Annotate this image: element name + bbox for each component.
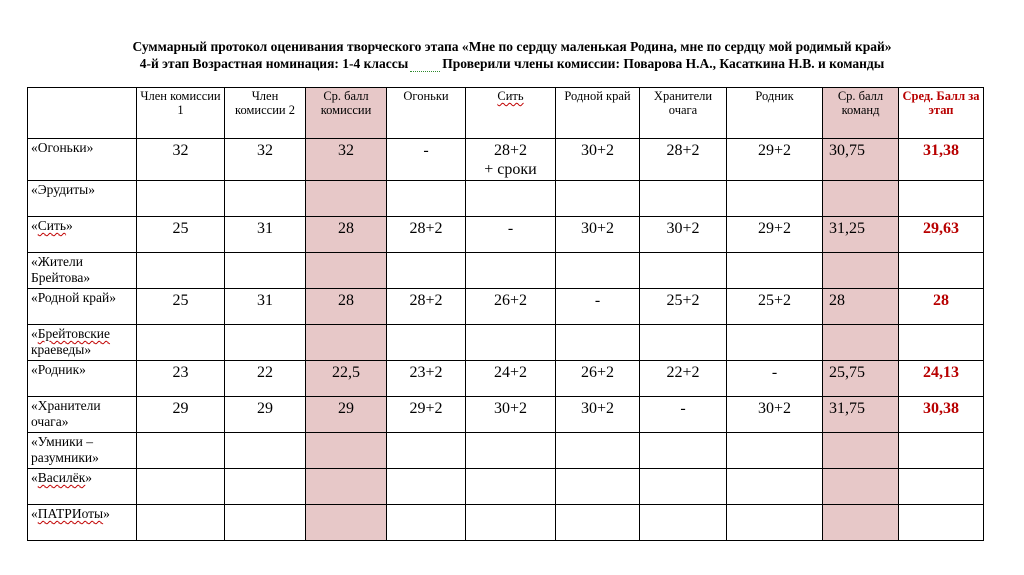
score-cell xyxy=(466,325,556,361)
score-cell xyxy=(640,361,727,397)
header-cell: Родник xyxy=(727,88,823,139)
team-name-text: «Хранители очага» xyxy=(31,398,101,429)
score-text: 30+2 xyxy=(580,400,615,417)
document-title xyxy=(0,38,1024,72)
score-text: 31 xyxy=(257,292,273,309)
score-cell xyxy=(387,139,466,181)
team-name-cell xyxy=(28,397,137,433)
score-cell xyxy=(640,253,727,289)
score-text: - xyxy=(507,220,514,237)
score-cell xyxy=(727,469,823,505)
commission-average-cell xyxy=(306,139,387,181)
team-name-cell xyxy=(28,217,137,253)
score-text: 32 xyxy=(172,142,189,159)
score-cell xyxy=(727,217,823,253)
header-cell: Родной край xyxy=(556,88,640,139)
team-average-text: 30,75 xyxy=(829,142,865,159)
spellcheck-underline: Василёк xyxy=(37,470,86,485)
score-text: 28+2 xyxy=(409,220,443,237)
team-average-cell xyxy=(823,181,899,217)
final-score-cell xyxy=(899,289,984,325)
commission-average-cell xyxy=(306,181,387,217)
team-name-cell xyxy=(28,469,137,505)
score-cell xyxy=(387,505,466,541)
score-cell xyxy=(640,469,727,505)
score-cell xyxy=(640,139,727,181)
score-text: 25+2 xyxy=(757,292,792,309)
score-cell xyxy=(466,139,556,181)
team-name-text: «Брейтовские краеведы» xyxy=(31,326,111,357)
score-cell xyxy=(137,505,225,541)
score-note: + сроки xyxy=(484,161,537,178)
score-cell xyxy=(466,361,556,397)
score-cell xyxy=(225,433,306,469)
score-cell xyxy=(137,217,225,253)
table-row xyxy=(28,217,984,253)
score-cell xyxy=(727,289,823,325)
title-line-2-part-2: Проверили члены комиссии: Поварова Н.А., Касаткина Н.В. и команды xyxy=(442,56,885,71)
team-name-text: «Огоньки» xyxy=(31,140,94,155)
team-average-text: 28 xyxy=(829,292,845,309)
score-cell xyxy=(727,397,823,433)
score-text: 26+2 xyxy=(580,364,615,381)
score-cell xyxy=(466,253,556,289)
score-text: 30+2 xyxy=(493,400,528,417)
header-cell: Член комиссии 2 xyxy=(225,88,306,139)
score-cell xyxy=(225,139,306,181)
score-cell xyxy=(466,505,556,541)
team-average-cell xyxy=(823,433,899,469)
commission-average-text: 29 xyxy=(338,400,354,417)
score-cell xyxy=(225,181,306,217)
team-name-cell xyxy=(28,433,137,469)
team-name-cell xyxy=(28,289,137,325)
spellcheck-underline: Брейтовские xyxy=(37,326,111,341)
final-score-cell xyxy=(899,253,984,289)
final-score-text: 30,38 xyxy=(923,400,959,417)
score-text: 29 xyxy=(257,400,273,417)
team-name-text: «Сить» xyxy=(31,218,73,233)
header-cell: Ср. балл команд xyxy=(823,88,899,139)
score-cell xyxy=(556,181,640,217)
commission-average-cell xyxy=(306,469,387,505)
final-score-cell xyxy=(899,325,984,361)
score-cell xyxy=(727,361,823,397)
score-text: 23+2 xyxy=(409,364,443,381)
score-cell xyxy=(137,253,225,289)
commission-average-cell xyxy=(306,505,387,541)
score-text: - xyxy=(594,292,601,309)
score-cell xyxy=(556,325,640,361)
score-cell xyxy=(466,181,556,217)
score-cell xyxy=(640,505,727,541)
score-cell xyxy=(137,181,225,217)
final-score-cell xyxy=(899,505,984,541)
header-cell: Член комиссии 1 xyxy=(137,88,225,139)
final-score-cell xyxy=(899,469,984,505)
score-cell xyxy=(137,433,225,469)
score-text: - xyxy=(423,142,429,159)
team-average-cell xyxy=(823,325,899,361)
score-cell xyxy=(556,139,640,181)
score-cell xyxy=(466,433,556,469)
score-text: 31 xyxy=(257,220,273,237)
final-score-cell xyxy=(899,361,984,397)
header-text: Сить xyxy=(497,89,524,103)
team-average-cell xyxy=(823,139,899,181)
team-average-cell xyxy=(823,469,899,505)
score-cell xyxy=(225,361,306,397)
score-cell xyxy=(387,397,466,433)
team-name-cell xyxy=(28,325,137,361)
scores-table xyxy=(27,87,984,541)
score-cell xyxy=(466,217,556,253)
team-name-text: «Родной край» xyxy=(31,290,117,305)
score-cell xyxy=(225,505,306,541)
spellcheck-underline: ПАТРИоты xyxy=(37,506,104,521)
commission-average-cell xyxy=(306,289,387,325)
final-score-text: 24,13 xyxy=(923,364,959,381)
score-cell xyxy=(387,289,466,325)
team-name-cell xyxy=(28,505,137,541)
score-cell xyxy=(387,325,466,361)
score-cell xyxy=(727,433,823,469)
score-cell xyxy=(466,289,556,325)
commission-average-text: 32 xyxy=(338,142,354,159)
commission-average-text: 28 xyxy=(338,292,354,309)
score-cell xyxy=(556,469,640,505)
team-name-cell xyxy=(28,253,137,289)
score-cell xyxy=(387,253,466,289)
team-name-text: «ПАТРИоты» xyxy=(31,506,110,521)
score-cell xyxy=(137,325,225,361)
table-row xyxy=(28,325,984,361)
score-text: 29 xyxy=(172,400,189,417)
score-text: 22 xyxy=(257,364,273,381)
score-cell xyxy=(225,469,306,505)
team-average-cell xyxy=(823,361,899,397)
score-text: 26+2 xyxy=(493,292,528,309)
commission-average-text: 22,5 xyxy=(332,364,360,381)
score-text: 24+2 xyxy=(493,364,528,381)
spellcheck-mark xyxy=(410,63,440,72)
team-name-cell xyxy=(28,181,137,217)
score-cell xyxy=(727,139,823,181)
score-cell xyxy=(387,433,466,469)
score-text: 29+2 xyxy=(409,400,443,417)
score-cell xyxy=(727,325,823,361)
final-score-cell xyxy=(899,397,984,433)
score-cell xyxy=(556,397,640,433)
final-score-cell xyxy=(899,139,984,181)
title-line-2 xyxy=(0,55,1024,72)
score-cell xyxy=(556,361,640,397)
score-cell xyxy=(556,505,640,541)
table-row xyxy=(28,181,984,217)
team-average-text: 31,75 xyxy=(829,400,865,417)
team-average-cell xyxy=(823,217,899,253)
score-cell xyxy=(640,325,727,361)
table-row xyxy=(28,397,984,433)
table-row xyxy=(28,361,984,397)
score-cell xyxy=(387,181,466,217)
table-row xyxy=(28,289,984,325)
commission-average-cell xyxy=(306,217,387,253)
team-average-text: 31,25 xyxy=(829,220,865,237)
team-name-text: «Умники – разумники» xyxy=(31,434,99,465)
score-cell xyxy=(387,217,466,253)
header-row xyxy=(28,88,984,139)
header-cell xyxy=(28,88,137,139)
score-cell xyxy=(225,325,306,361)
score-cell xyxy=(727,253,823,289)
score-cell xyxy=(556,217,640,253)
final-score-cell xyxy=(899,181,984,217)
score-cell xyxy=(727,181,823,217)
title-line-1: Суммарный протокол оценивания творческого этапа «Мне по сердцу маленькая Родина, мне по сердцу мой родимый край» xyxy=(132,39,892,54)
score-cell xyxy=(137,469,225,505)
table-row xyxy=(28,253,984,289)
score-cell xyxy=(137,361,225,397)
header-cell xyxy=(466,88,556,139)
score-cell xyxy=(640,181,727,217)
score-text: 23 xyxy=(172,364,189,381)
score-text: 25 xyxy=(172,292,189,309)
score-cell xyxy=(640,397,727,433)
score-cell xyxy=(225,217,306,253)
team-average-text: 25,75 xyxy=(829,364,865,381)
table-row xyxy=(28,505,984,541)
score-text: 28+2 xyxy=(666,142,700,159)
score-cell xyxy=(137,397,225,433)
score-text: 29+2 xyxy=(757,220,792,237)
score-text: 30+2 xyxy=(580,220,615,237)
score-cell xyxy=(556,289,640,325)
final-score-text: 28 xyxy=(933,292,949,309)
commission-average-cell xyxy=(306,361,387,397)
score-cell xyxy=(225,397,306,433)
final-score-cell xyxy=(899,217,984,253)
team-name-text: «Родник» xyxy=(31,362,86,377)
score-cell xyxy=(466,469,556,505)
team-average-cell xyxy=(823,289,899,325)
score-cell xyxy=(137,139,225,181)
final-score-cell xyxy=(899,433,984,469)
table-row xyxy=(28,469,984,505)
table-row xyxy=(28,139,984,181)
score-cell xyxy=(556,433,640,469)
commission-average-cell xyxy=(306,433,387,469)
team-name-text: «Василёк» xyxy=(31,470,93,485)
score-cell xyxy=(727,505,823,541)
spellcheck-underline: Сить xyxy=(37,218,67,233)
team-average-cell xyxy=(823,397,899,433)
header-cell: Сред. Балл за этап xyxy=(899,88,984,139)
commission-average-cell xyxy=(306,397,387,433)
commission-average-cell xyxy=(306,253,387,289)
final-score-text: 31,38 xyxy=(923,142,959,159)
score-text: - xyxy=(680,400,686,417)
header-cell: Ср. балл комиссии xyxy=(306,88,387,139)
header-cell: Хранители очага xyxy=(640,88,727,139)
score-text: 28+2 xyxy=(493,142,528,159)
score-text: 28+2 xyxy=(409,292,443,309)
score-cell xyxy=(640,217,727,253)
score-text: 22+2 xyxy=(666,364,700,381)
score-cell xyxy=(466,397,556,433)
score-text: 25+2 xyxy=(666,292,700,309)
table-row xyxy=(28,433,984,469)
score-text: 32 xyxy=(257,142,273,159)
score-cell xyxy=(556,253,640,289)
score-cell xyxy=(225,253,306,289)
team-average-cell xyxy=(823,505,899,541)
score-cell xyxy=(387,469,466,505)
score-cell xyxy=(225,289,306,325)
score-text: 29+2 xyxy=(757,142,792,159)
team-name-text: «Жители Брейтова» xyxy=(31,254,91,285)
score-text: - xyxy=(771,364,778,381)
score-cell xyxy=(137,289,225,325)
title-line-2-part-1: 4-й этап Возрастная номинация: 1-4 классы xyxy=(139,56,409,71)
score-text: 30+2 xyxy=(757,400,792,417)
team-name-text: «Эрудиты» xyxy=(31,182,95,197)
team-name-cell xyxy=(28,361,137,397)
score-text: 30+2 xyxy=(580,142,615,159)
team-name-cell xyxy=(28,139,137,181)
header-cell: Огоньки xyxy=(387,88,466,139)
commission-average-text: 28 xyxy=(338,220,354,237)
commission-average-cell xyxy=(306,325,387,361)
score-text: 25 xyxy=(172,220,189,237)
score-cell xyxy=(387,361,466,397)
team-average-cell xyxy=(823,253,899,289)
score-text: 30+2 xyxy=(666,220,700,237)
score-cell xyxy=(640,433,727,469)
final-score-text: 29,63 xyxy=(923,220,959,237)
score-cell xyxy=(640,289,727,325)
